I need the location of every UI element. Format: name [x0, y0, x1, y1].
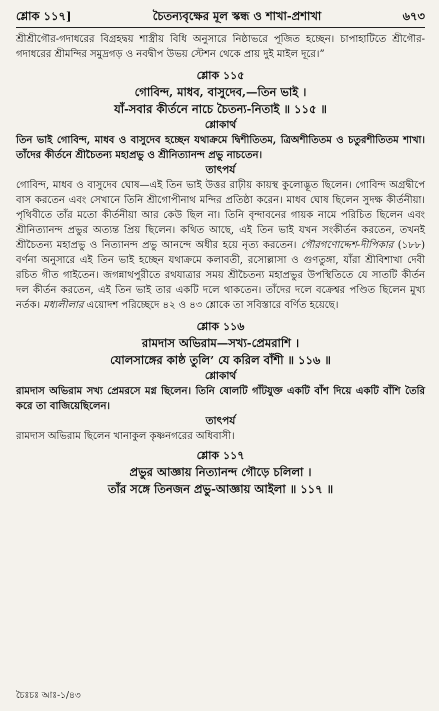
verse-116-line-2: যোলসাঙ্গের কাষ্ঠ তুলি’ যে করিল বাঁশী ॥ ১১৬ ॥: [110, 353, 331, 367]
verse-115-line-1: গোবিন্দ, মাধব, বাসুদেব,—তিন ভাই ।: [134, 85, 307, 99]
verse-115-translation-heading: শ্লোকার্থ: [204, 119, 237, 131]
header-chapter-title: চৈতন্যবৃক্ষের মূল স্কন্ধ ও শাখা-প্রশাখা: [152, 9, 322, 23]
verse-115-purport: গোবিন্দ, মাধব ও বাসুদেব ঘোষ—এই তিন ভাই উত্তর রাঢ়ীয় কায়স্থ কুলোদ্ভূত ছিলেন। গোবিন্দ অগ্রদ্বীপে বাস করতেন এবং সেখানে তিনি শ্রীগোপীনাথ মন্দির প্রতিষ্ঠা করেন। মাধব ঘোষ ছিলেন সুদক্ষ কীর্তনীয়া। পৃথিবীতে তাঁর মতো কীর্তনীয়া আর কেউ ছিল না। তিনি বৃন্দাবনের গায়ক নামে পরিচিত ছিলেন এবং শ্রীনিত্যানন্দ প্রভুর অত্যন্ত প্রিয় ছিলেন। কথিত আছে, এই তিন ভাই যখন সংকীর্তন করতেন, তখনই শ্রীচৈতন্য মহাপ্রভু ও নিত্যানন্দ প্রভু আনন্দে অধীর হয়ে নৃত্য করতেন। গৌরগণোদ্দেশ-দীপিকার (১৮৮) বর্ণনা অনুসারে এই তিন ভাই হচ্ছেন যথাক্রমে কলাবতী, রসোল্লাসা ও গুণতুঙ্গা, যাঁরা শ্রীবিশাখা দেবী রচিত গীত গাইতেন। জগন্নাথপুরীতে রথযাত্রার সময় শ্রীচৈতন্য মহাপ্রভুর উপস্থিতিতে যে সাতটি কীর্তন দল কীর্তন করতেন, এই তিন ভাই তার একটি দলে থাকতেন। তাঁদের দলে বক্রেশ্বর পণ্ডিত ছিলেন মুখ্য নর্তক। মধ্যলীলার এয়োদশ পরিচ্ছেদে ৪২ ও ৪৩ শ্লোকে তা সবিস্তারে বর্ণিত হয়েছে।: [16, 180, 425, 311]
verse-115-purport-heading: তাৎপর্য: [205, 164, 236, 176]
book-title-gaura-ganoddesa: গৌরগণোদ্দেশ-দীপিকার: [300, 240, 394, 251]
intro-paragraph: শ্রীশ্রীগৌর-গদাধরের বিগ্রহদ্বয় শাস্ত্রীয় বিধি অনুসারে নিষ্ঠাভরে পূজিত হচ্ছেন। চাপাহাটিতে শ্রীগৌর-গদাধরের শ্রীমন্দির সমুদ্রগড় ও নবদ্বীপ উভয় স্টেশন থেকে প্রায় দুই মাইল দূরে।”: [16, 34, 425, 60]
verse-115-line-2: যাঁ-সবার কীর্তনে নাচে চৈতন্য-নিতাই ॥ ১১৫ ॥: [114, 102, 327, 116]
verse-117-title: শ্লোক ১১৭: [196, 449, 245, 462]
page-body: [16, 32, 425, 498]
running-header: [16, 0, 425, 28]
page-number: ৬৭৩: [402, 9, 425, 23]
verse-115-title: শ্লোক ১১৫: [196, 69, 245, 82]
verse-116-purport: রামদাস অভিরাম ছিলেন খানাকুল কৃষ্ণনগরের অধিবাসী।: [16, 431, 235, 442]
verse-116-title: শ্লোক ১১৬: [196, 320, 245, 333]
verse-116-purport-heading: তাৎপর্য: [205, 415, 236, 427]
header-verse-ref: শ্লোক ১১৭]: [16, 9, 72, 23]
page-footer-signature: চৈঃচঃ আঃ-১/৪৩: [16, 691, 81, 701]
verse-115-translation: তিন ভাই গোবিন্দ, মাধব ও বাসুদেব হচ্ছেন যথাক্রমে দ্বিশীতিতম, ত্রিঅশীতিতম ও চতুরশীতিতম শাখা। তাঁদের কীর্তনে শ্রীচৈতন্য মহাপ্রভু ও শ্রীনিত্যানন্দ প্রভু নাচতেন।: [16, 135, 425, 161]
verse-116-translation: রামদাস অভিরাম সখ্য প্রেমরসে মগ্ন ছিলেন। তিনি ষোলটি গাঁটযুক্ত একটি বাঁশ দিয়ে একটি বাঁশি তৈরি করে তা বাজিয়েছিলেন।: [16, 386, 425, 412]
book-title-madhya-lila: মধ্যলীলার: [43, 300, 84, 311]
verse-117-line-2: তাঁর সঙ্গে তিনজন প্রভু-আজ্ঞায় আইলা ॥ ১১৭ ॥: [107, 482, 334, 496]
verse-116-translation-heading: শ্লোকার্থ: [204, 370, 237, 382]
verse-117-line-1: প্রভুর আজ্ঞায় নিত্যানন্দ গৌড়ে চলিলা ।: [129, 465, 312, 479]
verse-116-line-1: রামদাস অভিরাম—সখ্য-প্রেমরাশি ।: [141, 336, 300, 350]
